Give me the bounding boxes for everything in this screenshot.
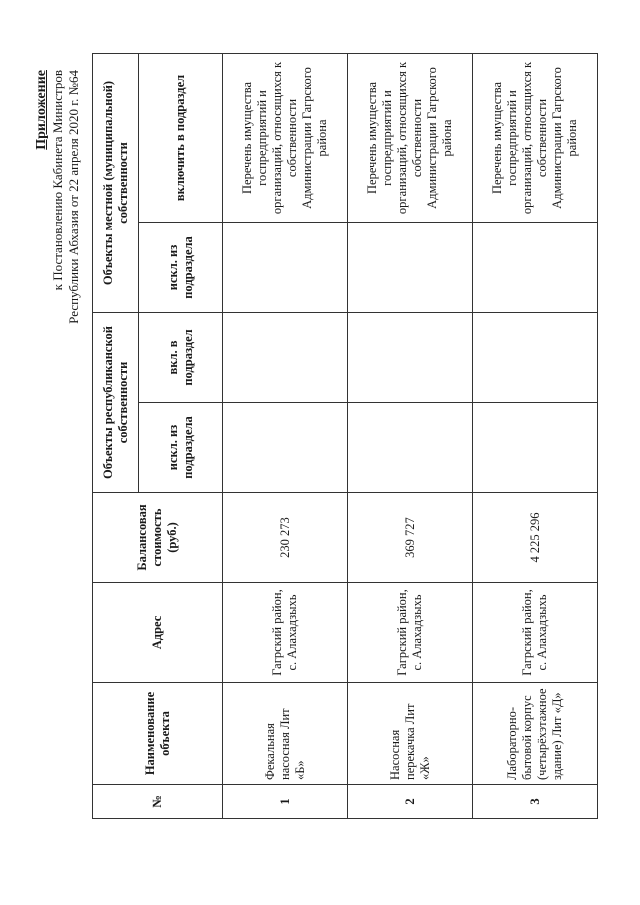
row-number: 2: [348, 785, 473, 819]
municipal-include-cell: Перечень имущества госпредприятий и организаций, относящихся к собственности Администрации Гагрского района: [473, 53, 598, 222]
municipal-include-cell: Перечень имущества госпредприятий и организаций, относящихся к собственности Администрации Гагрского района: [223, 53, 348, 222]
col-address-header: Адрес: [93, 583, 223, 683]
header-line-2: Республики Абхазия от 22 апреля 2020 г. №64: [66, 70, 81, 324]
col-municipal-include-header: включить в подраздел: [139, 53, 223, 222]
col-republican-include-header: вкл. в подраздел: [139, 312, 223, 402]
table-row: [348, 53, 473, 818]
table-row: [473, 53, 598, 818]
col-name-header: Наименование объекта: [93, 683, 223, 785]
object-address: Гагрский район, с. Алахадзыхь: [473, 583, 598, 683]
republican-include-cell: [348, 312, 473, 402]
col-republican-exclude-header: искл. из подраздела: [139, 403, 223, 493]
object-name: Фекальная насосная Лит «Б»: [223, 683, 348, 785]
republican-include-cell: [223, 312, 348, 402]
row-number: 3: [473, 785, 598, 819]
object-address: Гагрский район, с. Алахадзыхь: [348, 583, 473, 683]
republican-exclude-cell: [348, 403, 473, 493]
balance-value: 4 225 296: [473, 493, 598, 583]
header-line-1: к Постановлению Кабинета Министров: [50, 70, 65, 291]
appendix-title: Приложение: [34, 70, 49, 150]
col-balance-header: Балансовая стоимость (руб.): [93, 493, 223, 583]
col-municipal-exclude-header: искл. из подраздела: [139, 222, 223, 312]
col-municipal-group-header: Объекты местной (муниципальной) собственности: [93, 53, 139, 312]
table-header-row: [93, 53, 139, 818]
republican-exclude-cell: [473, 403, 598, 493]
row-number: 1: [223, 785, 348, 819]
document-header: [34, 70, 82, 400]
object-name: Лабораторно-бытовой корпус (четырёхэтажное здание) Лит «Д»: [473, 683, 598, 785]
col-republican-group-header: Объекты республиканской собственности: [93, 312, 139, 492]
col-number-header: №: [93, 785, 223, 819]
object-address: Гагрский район, с. Алахадзыхь: [223, 583, 348, 683]
table-row: [223, 53, 348, 818]
balance-value: 369 727: [348, 493, 473, 583]
property-table: [92, 53, 598, 819]
republican-include-cell: [473, 312, 598, 402]
municipal-exclude-cell: [473, 222, 598, 312]
object-name: Насосная перекачка Лит «Ж»: [348, 683, 473, 785]
municipal-exclude-cell: [223, 222, 348, 312]
republican-exclude-cell: [223, 403, 348, 493]
municipal-exclude-cell: [348, 222, 473, 312]
balance-value: 230 273: [223, 493, 348, 583]
municipal-include-cell: Перечень имущества госпредприятий и организаций, относящихся к собственности Администрации Гагрского района: [348, 53, 473, 222]
